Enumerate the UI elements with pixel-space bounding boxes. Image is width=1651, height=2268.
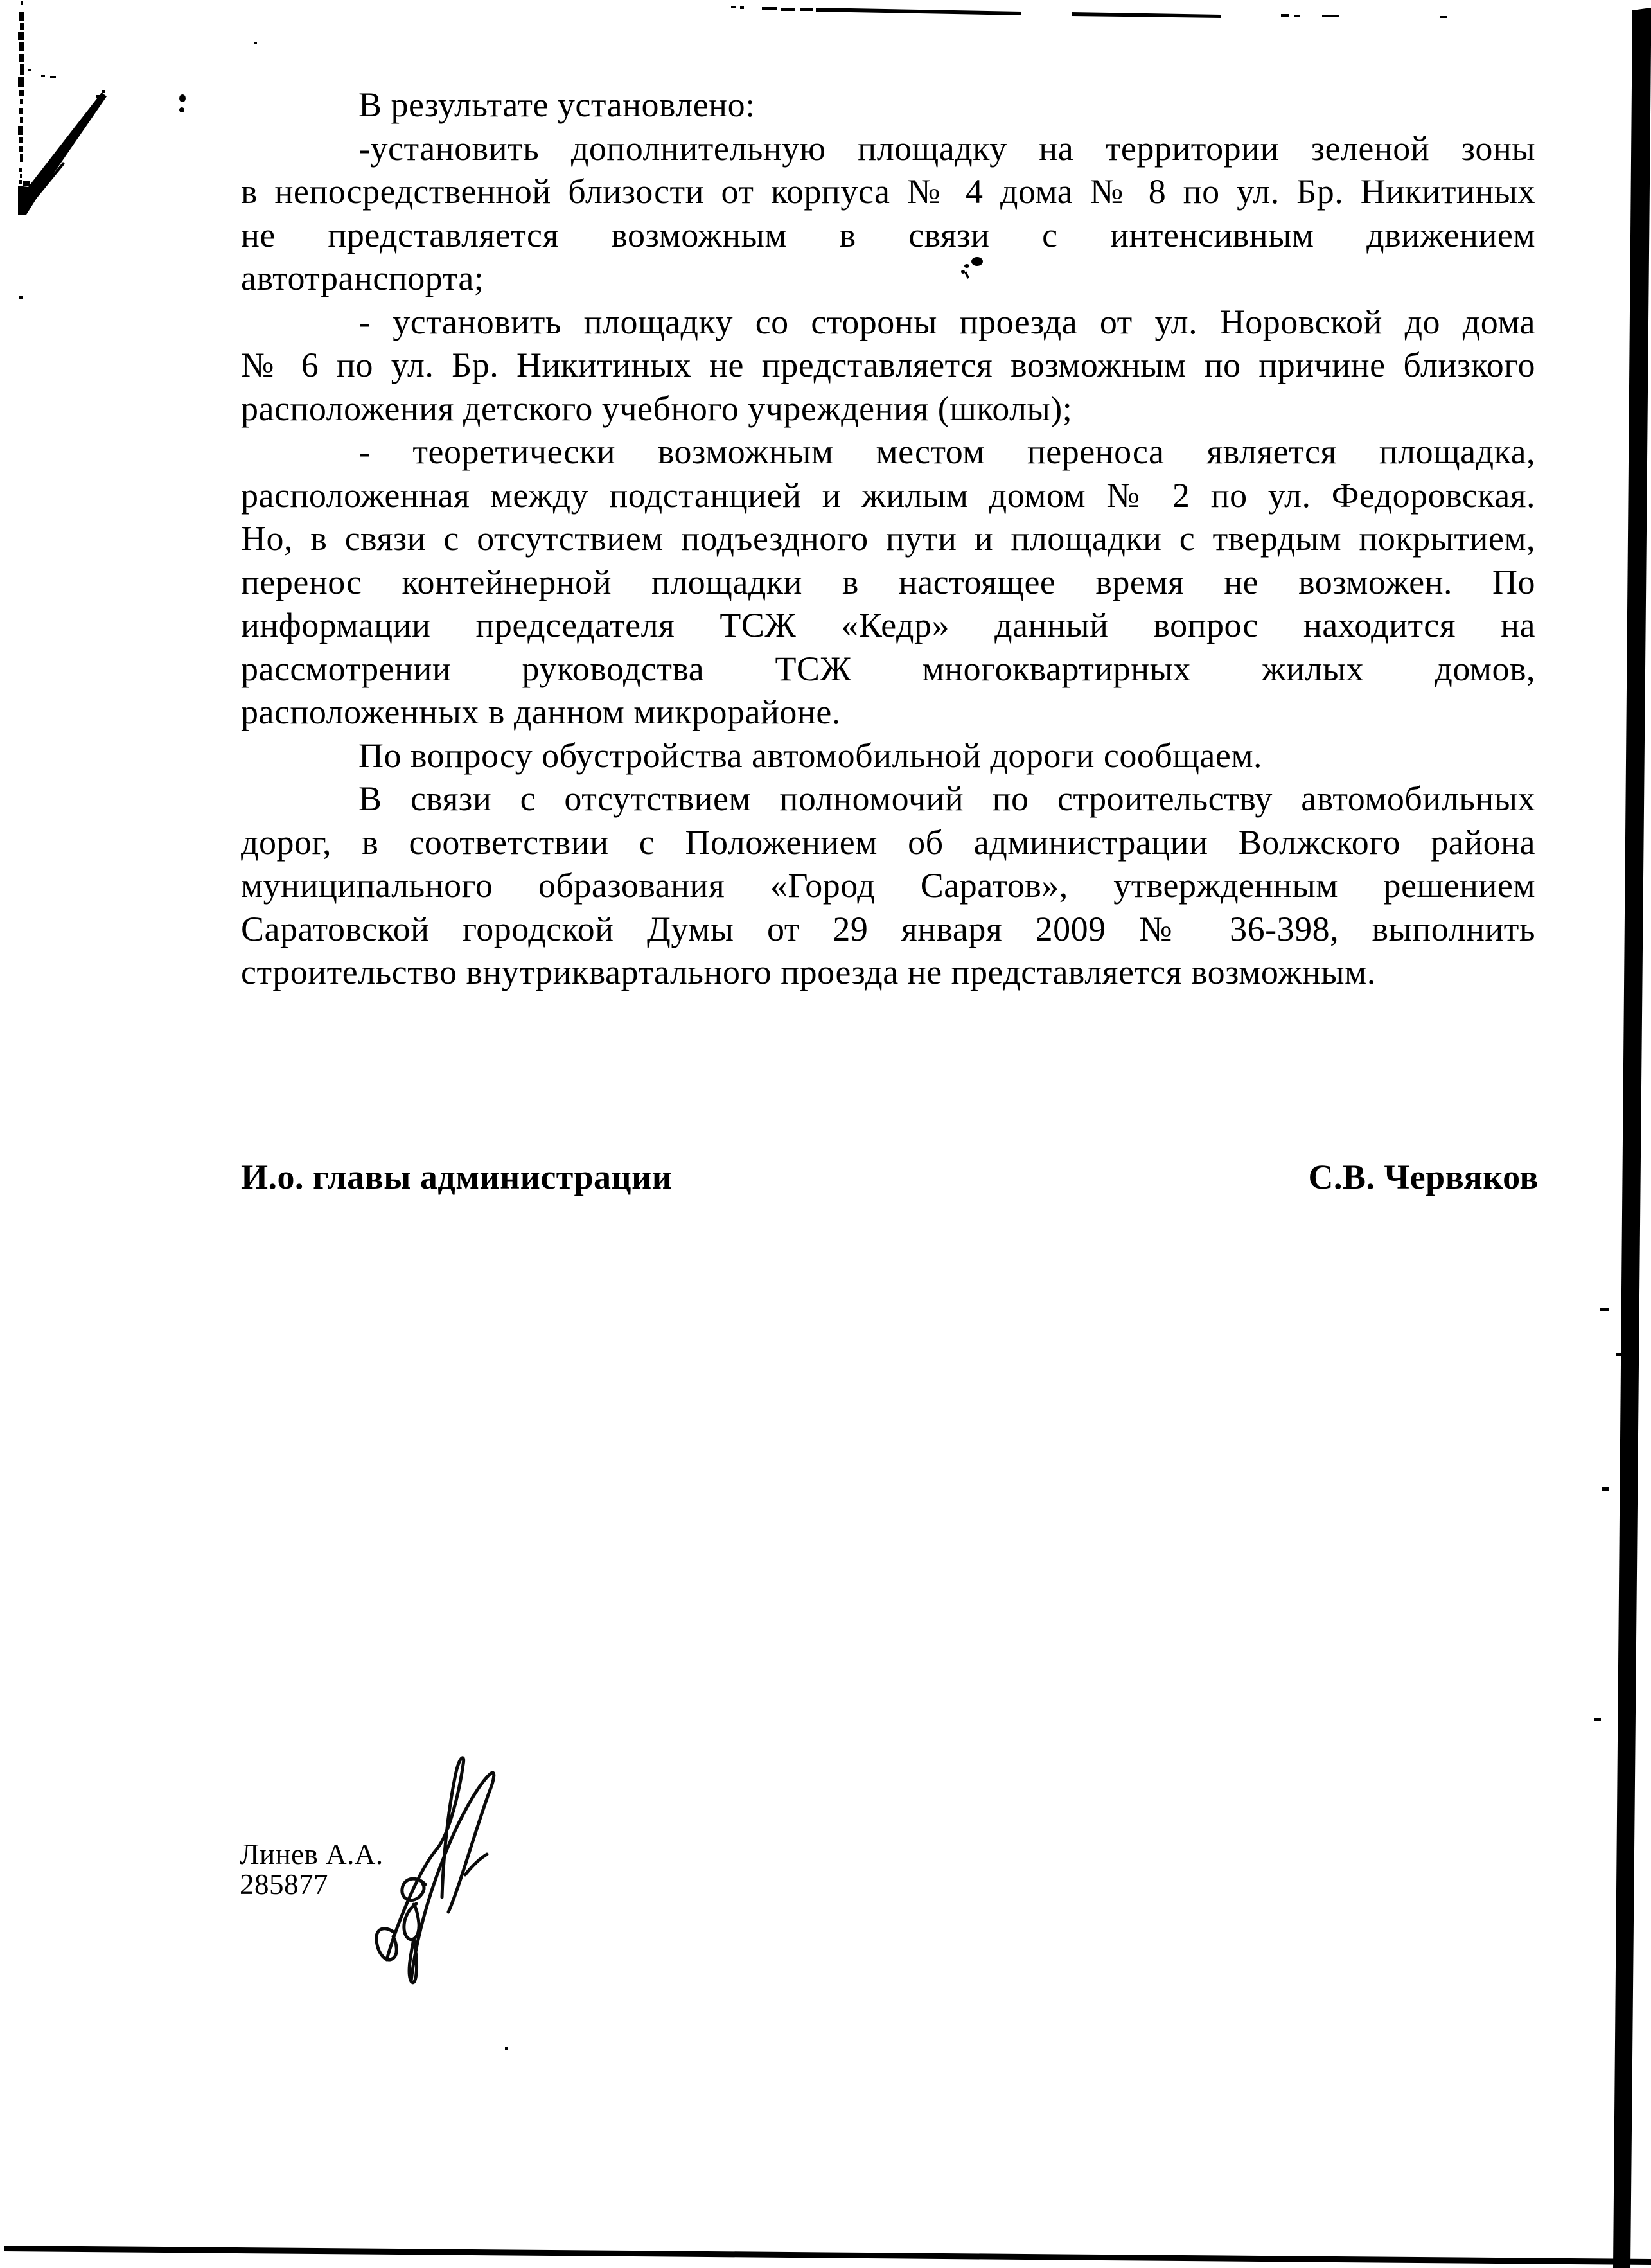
body-text-line: перенос контейнерной площадки в настоящее время не возможен. По (241, 562, 1535, 601)
scan-edge-right (1613, 8, 1651, 2268)
letter-body (241, 84, 1535, 995)
body-text-line: -установить дополнительную площадку на территории зеленой зоны (358, 128, 1535, 168)
body-text-line: не представляется возможным в связи с интенсивным движением (241, 215, 1535, 254)
body-text-line: расположения детского учебного учреждения (школы); (241, 389, 1073, 428)
body-text-line: - теоретически возможным местом переноса является площадка, (358, 432, 1535, 471)
executor-name: Линев А.А. (240, 1838, 384, 1870)
body-text-line: - установить площадку со стороны проезда от ул. Норовской до дома (358, 302, 1535, 341)
scan-edge-bottom (4, 2246, 1651, 2265)
pen-checkmark (18, 90, 107, 215)
body-text-line: информации председателя ТСЖ «Кедр» данный вопрос находится на (241, 606, 1535, 644)
body-text-line: муниципального образования «Город Саратов», утвержденным решением (241, 866, 1535, 905)
scan-left-speckles (18, 1, 24, 299)
signoff-title: И.о. главы администрации (241, 1158, 673, 1196)
scan-top-line (731, 6, 1447, 18)
body-text-line: автотранспорта; (241, 259, 484, 297)
body-text-line: В связи с отсутствием полномочий по строительству автомобильных (358, 779, 1535, 818)
signoff-row (241, 1158, 1539, 1196)
executor-block (240, 1839, 384, 1900)
body-text-line: расположенная между подстанцией и жилым домом № 2 по ул. Федоровская. (241, 475, 1535, 515)
body-text-line: рассмотрении руководства ТСЖ многоквартирных жилых домов, (241, 649, 1535, 688)
body-text-line: дорог, в соответствии с Положением об администрации Волжского района (241, 822, 1535, 862)
body-text-line: В результате установлено: (358, 85, 755, 124)
signoff-name: С.В. Червяков (1308, 1158, 1539, 1196)
body-text-line: Но, в связи с отсутствием подъездного пути и площадки с твердым покрытием, (241, 519, 1535, 558)
executor-phone: 285877 (240, 1868, 328, 1900)
body-text-line: № 6 по ул. Бр. Никитиных не представляется возможным по причине близкого (241, 346, 1535, 384)
body-text-line: в непосредственной близости от корпуса № 4 дома № 8 по ул. Бр. Никитиных (241, 172, 1535, 211)
body-text-line: По вопросу обустройства автомобильной дороги сообщаем. (358, 736, 1263, 775)
body-text-line: Саратовской городской Думы от 29 января 2009 № 36-398, выполнить (241, 909, 1535, 948)
body-text-line: строительство внутриквартального проезда не представляется возможным. (241, 953, 1376, 991)
body-text-line: расположенных в данном микрорайоне. (241, 693, 841, 731)
